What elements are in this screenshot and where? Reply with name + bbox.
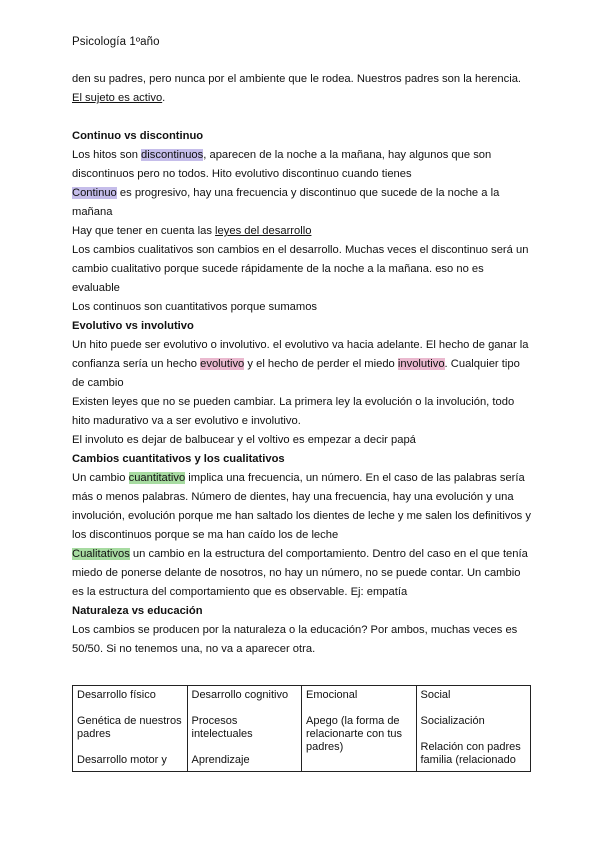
development-table — [72, 685, 531, 772]
cell-text: Genética de nuestros padres — [77, 715, 182, 740]
highlight-cualitativos: Cualitativos — [72, 548, 130, 560]
intro-period: . — [162, 92, 166, 104]
heading-evolutivo: Evolutivo vs involutivo — [72, 320, 194, 332]
cell-spacer — [421, 728, 527, 741]
text-span: y el hecho de perder el miedo — [244, 358, 398, 370]
column-header: Emocional — [306, 689, 358, 701]
highlight-discontinuos: discontinuos — [141, 149, 204, 161]
text-span: Un cambio — [72, 472, 129, 484]
cell-text: Socialización — [420, 715, 485, 727]
column-header: Desarrollo físico — [77, 689, 156, 701]
heading-cambios: Cambios cuantitativos y los cualitativos — [72, 453, 285, 465]
table-cell — [187, 686, 302, 772]
cell-text: Procesos intelectuales — [191, 715, 253, 740]
paragraph — [72, 146, 532, 184]
intro-paragraph — [72, 70, 532, 108]
text-span: es progresivo, hay una frecuencia y discontinuo que sucede de la noche a la mañana — [72, 187, 500, 218]
table-cell — [302, 686, 417, 772]
text-span: implica una frecuencia, un número. En el caso de las palabras sería más o menos palabras. Número de dientes, hay una frecuencia, hay una evolución y una involución, evolución porque me han saltado los dientes de leche y me salen los definitivos y los discontinuos porque se ma han caído los de leche — [72, 472, 531, 541]
cell-text: Desarrollo motor y — [77, 754, 167, 766]
paragraph: Los cambios cualitativos son cambios en el desarrollo. Muchas veces el discontinuo será un cambio cualitativo porque sucede rápidamente de la noche a la mañana. eso no es evaluable — [72, 244, 529, 294]
paragraph: Los cambios se producen por la naturaleza o la educación? Por ambos, muchas veces es 50/50. Si no tenemos una, no va a aparecer otra. — [72, 624, 518, 655]
table-cell — [73, 686, 188, 772]
paragraph: Los continuos son cuantitativos porque sumamos — [72, 301, 318, 313]
highlight-continuo: Continuo — [72, 187, 117, 199]
heading-naturaleza: Naturaleza vs educación — [72, 605, 203, 617]
paragraph — [72, 336, 532, 393]
cell-text: Aprendizaje — [191, 754, 250, 766]
text-span: un cambio en la estructura del comportamiento. Dentro del caso en el que tenía miedo de ponerse delante de nosotros, no hay un número, no se puede contar. Un cambio es la estructura del comportamiento que es observable. Ej: empatía — [72, 548, 528, 598]
table-row — [73, 686, 531, 772]
paragraph — [72, 184, 532, 222]
cell-text: Apego (la forma de relacionarte con tus padres) — [306, 715, 402, 753]
column-header: Desarrollo cognitivo — [191, 689, 289, 701]
paragraph: Existen leyes que no se pueden cambiar. La primera ley la evolución o la involución, todo hito madurativo va a ser evolutivo e involutivo. — [72, 396, 515, 427]
paragraph — [72, 222, 532, 241]
paragraph: El involuto es dejar de balbucear y el voltivo es empezar a decir papá — [72, 434, 416, 446]
text-span: Hay que tener en cuenta las — [72, 225, 216, 237]
text-span: Los hitos son — [72, 149, 142, 161]
text-span: . Cualquier tipo de cambio — [72, 358, 520, 389]
document-body — [72, 70, 532, 659]
highlight-cuantitativo: cuantitativo — [128, 472, 186, 484]
heading-continuo: Continuo vs discontinuo — [72, 130, 204, 142]
blank-line — [72, 108, 532, 127]
column-header: Social — [420, 689, 451, 701]
cell-spacer — [77, 702, 183, 715]
cell-spacer — [306, 702, 412, 715]
text-span: Un hito puede ser evolutivo o involutivo. el evolutivo va hacia adelante. El hecho de ganar la confianza sería un hecho — [72, 339, 529, 370]
highlight-evolutivo: evolutivo — [200, 358, 245, 370]
intro-line-1: den su padres, pero nunca por el ambiente que le rodea. Nuestros padres son la herencia. — [72, 73, 522, 85]
underlined-leyes-del-desarrollo: leyes del desarrollo — [215, 225, 312, 237]
cell-text: Relación con padres familia (relacionado — [420, 741, 521, 766]
intro-underlined-text: El sujeto es activo — [72, 92, 163, 104]
cell-spacer — [192, 702, 298, 715]
paragraph — [72, 545, 532, 602]
text-span: , aparecen de la noche a la mañana, hay algunos que son discontinuos pero no todos. Hito evolutivo discontinuo cuando tienes — [72, 149, 492, 180]
cell-spacer — [77, 741, 183, 754]
cell-spacer — [192, 741, 298, 754]
highlight-involutivo: involutivo — [397, 358, 445, 370]
table-cell — [416, 686, 531, 772]
page-header: Psicología 1ºaño — [72, 36, 160, 48]
cell-spacer — [421, 702, 527, 715]
paragraph — [72, 469, 532, 545]
